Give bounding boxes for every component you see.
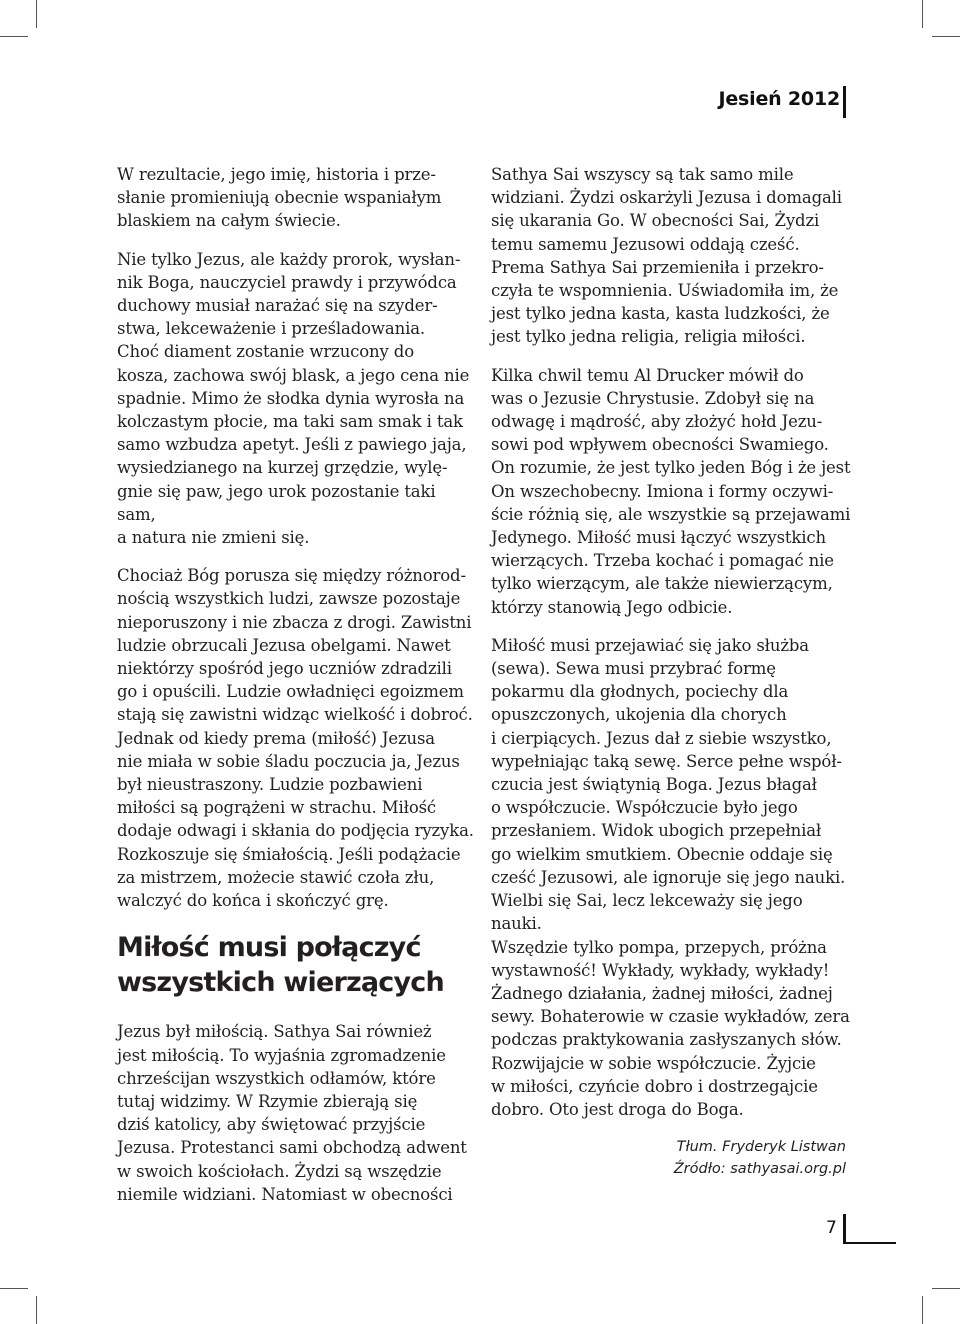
paragraph: Sathya Sai wszyscy są tak samo mile widziani. Żydzi oskarżyli Jezusa i domagali się ukarania Go. W obecności Sai, Żydzi temu samemu Jezusowi oddają cześć. Prema Sathya Sai przemieniła i przekro- czyła te wspomnienia. Uświadomiła im, że jest tylko jedna kasta, kasta ludzkości, że jest tylko jedna religia, religia miłości. bbox=[491, 165, 842, 347]
paragraph: Nie tylko Jezus, ale każdy prorok, wysłan- nik Boga, nauczyciel prawdy i przywódca duchowy musiał narażać się na szyder- stwa, lekceważenie i prześladowania. Choć diament zostanie wrzucony do kosza, zachowa swój blask, a jego cena nie spadnie. Mimo że słodka dynia wyrosła na kolczastym płocie, ma taki sam smak i tak samo wzbudza apetyt. Jeśli z pawiego jaja, wysiedzianego na kurzej grzędzie, wylę- gnie się paw, jego urok pozostanie taki sam, a natura nie zmieni się. bbox=[117, 249, 470, 548]
crop-mark-top-left bbox=[36, 0, 37, 28]
left-column bbox=[117, 163, 477, 1221]
header-divider bbox=[843, 86, 846, 118]
paragraph: W rezultacie, jego imię, historia i prze- słanie promieniują obecnie wspaniałym blaskiem na całym świecie. bbox=[117, 165, 442, 231]
crop-mark-bottom-left bbox=[36, 1296, 37, 1324]
paragraph: Chociaż Bóg porusza się między różnorod- nością wszystkich ludzi, zawsze pozostaje nieporuszony i nie zbacza z drogi. Zawistni ludzie obrzucali Jezusa obelgami. Nawet niektórzy spośród jego uczniów zdradzili go i opuścili. Ludzie owładnięci egoizmem stają się zawistni widząc wielkość i dobroć. Jednak od kiedy prema (miłość) Jezusa nie miała w sobie śladu poczucia ja, Jezus był nieustraszony. Ludzie pozbawieni miłości są pogrążeni w strachu. Miłość dodaje odwagi i skłania do podjęcia ryzyka. Rozkoszuje się śmiałością. Jeśli podążacie za mistrzem, możecie stawić czoła złu, walczyć do końca i skończyć grę. bbox=[117, 566, 474, 911]
credit-source: Źródło: sathyasai.org.pl bbox=[673, 1161, 846, 1178]
paragraph: Jezus był miłością. Sathya Sai również jest miłością. To wyjaśnia zgromadzenie chrześcijan wszystkich odłamów, które tutaj widzimy. W Rzymie zbierają się dziś katolicy, aby świętować przyjście Jezusa. Protestanci sami obchodzą adwent w swoich kościołach. Żydzi są wszędzie niemile widziani. Natomiast w obecności bbox=[117, 1022, 467, 1204]
right-column bbox=[491, 163, 851, 1180]
page-number-rule bbox=[846, 1242, 896, 1244]
credit-translator: Tłum. Fryderyk Listwan bbox=[676, 1139, 846, 1156]
credits bbox=[491, 1136, 851, 1180]
crop-mark-bottom-right bbox=[922, 1296, 923, 1324]
paragraph: Miłość musi przejawiać się jako służba (sewa). Sewa musi przybrać formę pokarmu dla głodnych, pociechy dla opuszczonych, ukojenia dla chorych i cierpiących. Jezus dał z siebie wszystko, wypełniając taką sewę. Serce pełne współ- czucia jest świątynią Boga. Jezus błagał o współczucie. Współczucie było jego przesłaniem. Widok ubogich przepełniał go wielkim smutkiem. Obecnie oddaje się cześć Jezusowi, ale ignoruje się jego nauki. Wielbi się Sai, lecz lekceważy się jego nauki. Wszędzie tylko pompa, przepych, próżna wystawność! Wykłady, wykłady, wykłady! Żadnego działania, żadnej miłości, żadnej sewy. Bohaterowie w czasie wykładów, zera podczas praktykowania zasłyszanych słów. Rozwijajcie w sobie współczucie. Żyjcie w miłości, czyńcie dobro i dostrzegajcie dobro. Oto jest droga do Boga. bbox=[491, 635, 850, 1119]
crop-mark-top-right bbox=[922, 0, 923, 28]
crop-mark-bottom-left-h bbox=[0, 1288, 28, 1289]
page-number: 7 bbox=[826, 1218, 837, 1238]
paragraph: Kilka chwil temu Al Drucker mówił do was o Jezusie Chrystusie. Zdobył się na odwagę i mądrość, aby złożyć hołd Jezu- sowi pod wpływem obecności Swamiego. On rozumie, że jest tylko jeden Bóg i że jest On wszechobecny. Imiona i formy oczywi- ście różnią się, ale wszystkie są przejawami Jedynego. Miłość musi łączyć wszystkich wierzących. Trzeba kochać i pomagać nie tylko wierzącym, ale także niewierzącym, którzy stanowią Jego odbicie. bbox=[491, 365, 851, 617]
crop-mark-top-right-h bbox=[932, 36, 960, 37]
page-number-divider bbox=[843, 1214, 846, 1244]
crop-mark-bottom-right-h bbox=[932, 1288, 960, 1289]
crop-mark-top-left-h bbox=[0, 36, 28, 37]
section-heading: Miłość musi połączyć wszystkich wierzących bbox=[117, 932, 444, 999]
running-header-title: Jesień 2012 bbox=[718, 88, 840, 110]
